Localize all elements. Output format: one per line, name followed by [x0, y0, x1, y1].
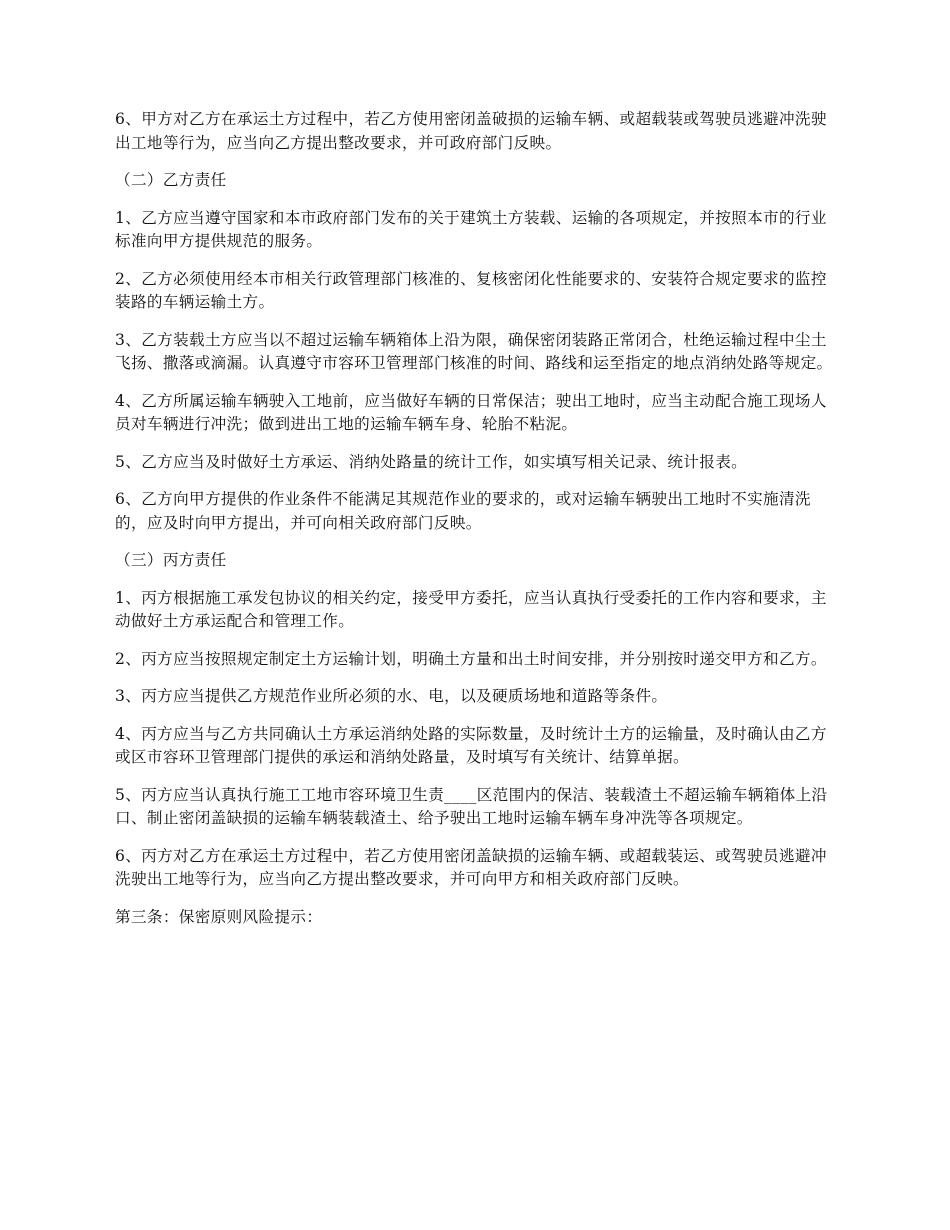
paragraph-bing-6: 6、丙方对乙方在承运土方过程中，若乙方使用密闭盖缺损的运输车辆、或超载装运、或驾驶员逃避冲洗驶出工地等行为，应当向乙方提出整改要求，并可向甲方和相关政府部门反映。 — [115, 846, 827, 888]
section-heading-bing: （三）丙方责任 — [115, 551, 227, 569]
paragraph-yi-6: 6、乙方向甲方提供的作业条件不能满足其规范作业的要求的，或对运输车辆驶出工地时不实施清洗的，应及时向甲方提出，并可向相关政府部门反映。 — [115, 490, 811, 532]
paragraph-bing-2: 2、丙方应当按照规定制定土方运输计划，明确土方量和出土时间安排，并分别按时递交甲方和乙方。 — [115, 649, 827, 668]
paragraph-yi-2: 2、乙方必须使用经本市相关行政管理部门核准的、复核密闭化性能要求的、安装符合规定要求的监控装路的车辆运输土方。 — [115, 269, 827, 311]
paragraph-bing-5: 5、丙方应当认真执行施工工地市容环境卫生责____区范围内的保洁、装载渣土不超运输车辆箱体上沿口、制止密闭盖缺损的运输车辆装载渣土、给予驶出工地时运输车辆车身冲洗等各项规定。 — [115, 785, 828, 827]
paragraph-yi-1: 1、乙方应当遵守国家和本市政府部门发布的关于建筑土方装载、运输的各项规定，并按照本市的行业标准向甲方提供规范的服务。 — [115, 208, 827, 250]
article-three-heading: 第三条：保密原则风险提示： — [115, 907, 323, 926]
paragraph-yi-3: 3、乙方装载土方应当以不超过运输车辆箱体上沿为限，确保密闭装路正常闭合，杜绝运输过程中尘土飞扬、撒落或滴漏。认真遵守市容环卫管理部门核准的时间、路线和运至指定的地点消纳处路等规定。 — [115, 330, 833, 372]
paragraph-bing-3: 3、丙方应当提供乙方规范作业所必须的水、电，以及硬质场地和道路等条件。 — [115, 687, 668, 705]
paragraph-yi-5: 5、乙方应当及时做好土方承运、消纳处路量的统计工作，如实填写相关记录、统计报表。 — [115, 452, 748, 471]
section-heading-yi: （二）乙方责任 — [115, 171, 227, 189]
paragraph-jia-6: 6、甲方对乙方在承运土方过程中，若乙方使用密闭盖破损的运输车辆、或超载装或驾驶员逃避冲洗驶出工地等行为，应当向乙方提出整改要求，并可政府部门反映。 — [115, 110, 827, 152]
paragraph-bing-1: 1、丙方根据施工承发包协议的相关约定，接受甲方委托，应当认真执行受委托的工作内容和要求，主动做好土方承运配合和管理工作。 — [115, 588, 827, 630]
paragraph-bing-4: 4、丙方应当与乙方共同确认土方承运消纳处路的实际数量，及时统计土方的运输量，及时确认由乙方或区市容环卫管理部门提供的承运和消纳处路量，及时填写有关统计、结算单据。 — [115, 724, 827, 766]
paragraph-yi-4: 4、乙方所属运输车辆驶入工地前，应当做好车辆的日常保洁；驶出工地时，应当主动配合施工现场人员对车辆进行冲洗；做到进出工地的运输车辆车身、轮胎不粘泥。 — [115, 391, 827, 433]
